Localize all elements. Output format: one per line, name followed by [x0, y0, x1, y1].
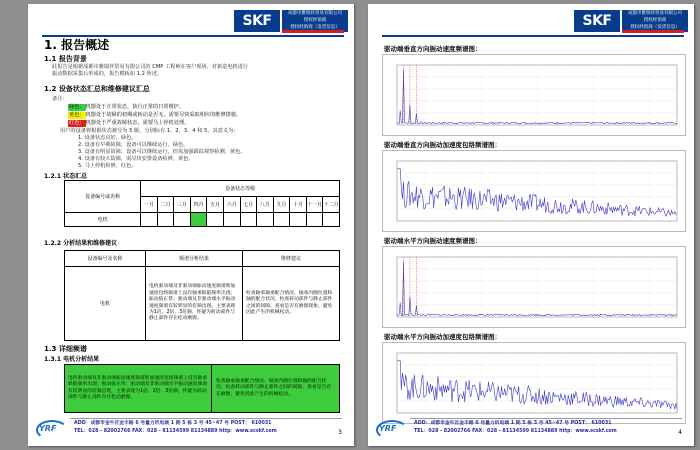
- month-header: 十月: [290, 197, 307, 213]
- page-number: 3: [338, 429, 342, 436]
- status-cell: [190, 213, 207, 227]
- note-label: 备注：: [52, 96, 68, 102]
- status-cell: [174, 213, 191, 227]
- month-header: 三月: [174, 197, 191, 213]
- footer-address: ADD：成都市金牛区金丰路 6 号量力机电城 1 期 5 栋 3 号 45~47 号 POST： 610031 TEL：028 - 82002766 FAX：028 - 81134599 81134889 http：www.scskf.com: [414, 421, 617, 434]
- company-banner: 成都市雅瑞祥贸易有限公司 授权经销商 授权经销商（发货信息）: [282, 10, 348, 32]
- page-footer: [374, 418, 688, 440]
- spectrum-plot: [382, 150, 686, 232]
- analysis-table: 设备编号及名称 频谱分析结果 维修建议 电机 电机驱动端及非驱动端振动速度频谱和加速度包络频谱上没有轴承缺陷频率出现；振动值正常；驱动端及非驱动端水平振动速度频谱有较明显的倍频出现，主要表现为1倍、2倍、3倍频，怀疑为转动部件与静止部件存在松动磨擦。 检查轴承轴承配合情况、轴承内圈位置和轴的配合状况、检查转动部件与静止部件之间的间隙，查看是否有磨擦现象，避免因此产生的机械松动。: [64, 250, 340, 341]
- month-header: 八月: [257, 197, 274, 213]
- page-title: 1. 报告概述: [44, 38, 110, 52]
- section-heading: 1.2 设备状态汇总和维修建议汇总: [44, 85, 150, 93]
- spectrum-title: 驱动端垂直方向振动速度频谱图：: [384, 45, 482, 53]
- section-heading: 1.3.1 电机分析结果: [44, 356, 100, 363]
- levels-list: 1. 设备状态良好，绿色。 2. 设备有早期故障，设备可以继续运行，绿色。 3. 设备有明显故障，设备可以继续运行，但需加强跟踪观察检测，黄色。 4. 设备有较大故障，需尽快安排设备检修，黄色。 5. 马上停机检修，红色。: [78, 135, 246, 169]
- yrf-logo: YRF: [376, 420, 406, 438]
- skf-logo: SKF: [574, 10, 620, 32]
- report-page-3: [28, 4, 354, 446]
- legend-red: 红色：机器处于严重故障状态，需要马上停机处理。: [69, 120, 190, 126]
- status-cell: [257, 213, 274, 227]
- section-heading: 1.2.1 状态汇总: [44, 173, 88, 180]
- month-header: 十二月: [323, 197, 340, 213]
- footer-address: ADD：成都市金牛区金丰路 6 号量力机电城 1 期 5 栋 3 号 45~47 号 POST： 610031 TEL：028 - 82002766 FAX：028 - 81134599 81134889 http：www.scskf.com: [74, 421, 277, 434]
- report-page-4: [368, 4, 694, 446]
- spectrum-title: 驱动端水平方向振动速度频谱图：: [384, 237, 482, 245]
- page-footer: [34, 418, 348, 440]
- status-cell: [141, 213, 158, 227]
- month-header: 一月: [141, 197, 158, 213]
- spectrum-plot: [382, 54, 686, 136]
- status-cell: [290, 213, 307, 227]
- skf-logo: SKF: [234, 10, 280, 32]
- month-header: 二月: [157, 197, 174, 213]
- section-heading: 1.3 详细频谱: [44, 345, 87, 353]
- yrf-logo: YRF: [36, 420, 66, 438]
- header-rule-red: [282, 30, 344, 33]
- legend-yellow: 黄色：机器处于故障的初期或转动是否无，需要尽快采取相应的维修措施。: [69, 112, 242, 118]
- month-header: 五月: [207, 197, 224, 213]
- levels-intro: 用户的设备将根据状态被分为 5 级，分别标有 1、2、3、4 和 5，其意义为：: [60, 128, 239, 134]
- status-cell: [207, 213, 224, 227]
- status-cell: [323, 213, 340, 227]
- spectrum-plot: [382, 342, 686, 424]
- header-rule-red: [622, 30, 684, 33]
- section-heading: 1.1 报告背景: [44, 55, 87, 63]
- status-cell: [240, 213, 257, 227]
- status-cell: [273, 213, 290, 227]
- spectrum-title: 驱动端垂直方向振动加速度包络频谱图：: [384, 141, 501, 149]
- month-header: 九月: [273, 197, 290, 213]
- month-header: 四月: [190, 197, 207, 213]
- company-banner: 成都市雅瑞祥贸易有限公司 授权经销商 授权经销商（发货信息）: [622, 10, 688, 32]
- status-cell: [306, 213, 323, 227]
- legend-green: 绿色：机器处于正常状态，执行正常的日常维护。: [69, 104, 185, 110]
- spectrum-title: 驱动端水平方向振动加速度包络频谱图：: [384, 333, 501, 341]
- month-header: 七月: [240, 197, 257, 213]
- status-cell: [223, 213, 240, 227]
- page-number: 4: [678, 429, 682, 436]
- spectrum-plot: [382, 246, 686, 328]
- status-table: 设备编号或名称 设备状态等级 一月 二月 三月 四月 五月 六月 七月 八月 九月 十月 十一月 十二月 电机: [64, 180, 340, 227]
- month-header: 十一月: [306, 197, 323, 213]
- header-rule: [382, 35, 684, 37]
- month-header: 六月: [223, 197, 240, 213]
- detail-table: 电机驱动端及非驱动端振动速度频谱和加速度包络频谱上没有轴承缺陷频率出现；振动值正常；驱动端及非驱动端水平振动速度频谱有较明显的倍频出现，主要表现为1倍、2倍、3倍频，怀疑为转动部件与静止部件存在松动磨擦。 检查轴承轴承配合情况、轴承内圈位置和轴的配合状况、检查转动部件与静止部件之间的间隙，查看是否存在磨擦，避免因此产生的机械松动。: [64, 364, 340, 413]
- status-cell: [157, 213, 174, 227]
- background-text: 此报告是根据成都市雅瑞祥贸易有限公司的 CMP 工程师在客户现场，对新造电机进行 振动数据采集后形成的，报告模板如 1.2 所述。: [52, 64, 249, 77]
- section-heading: 1.2.2 分析结果和维修建议: [44, 240, 118, 247]
